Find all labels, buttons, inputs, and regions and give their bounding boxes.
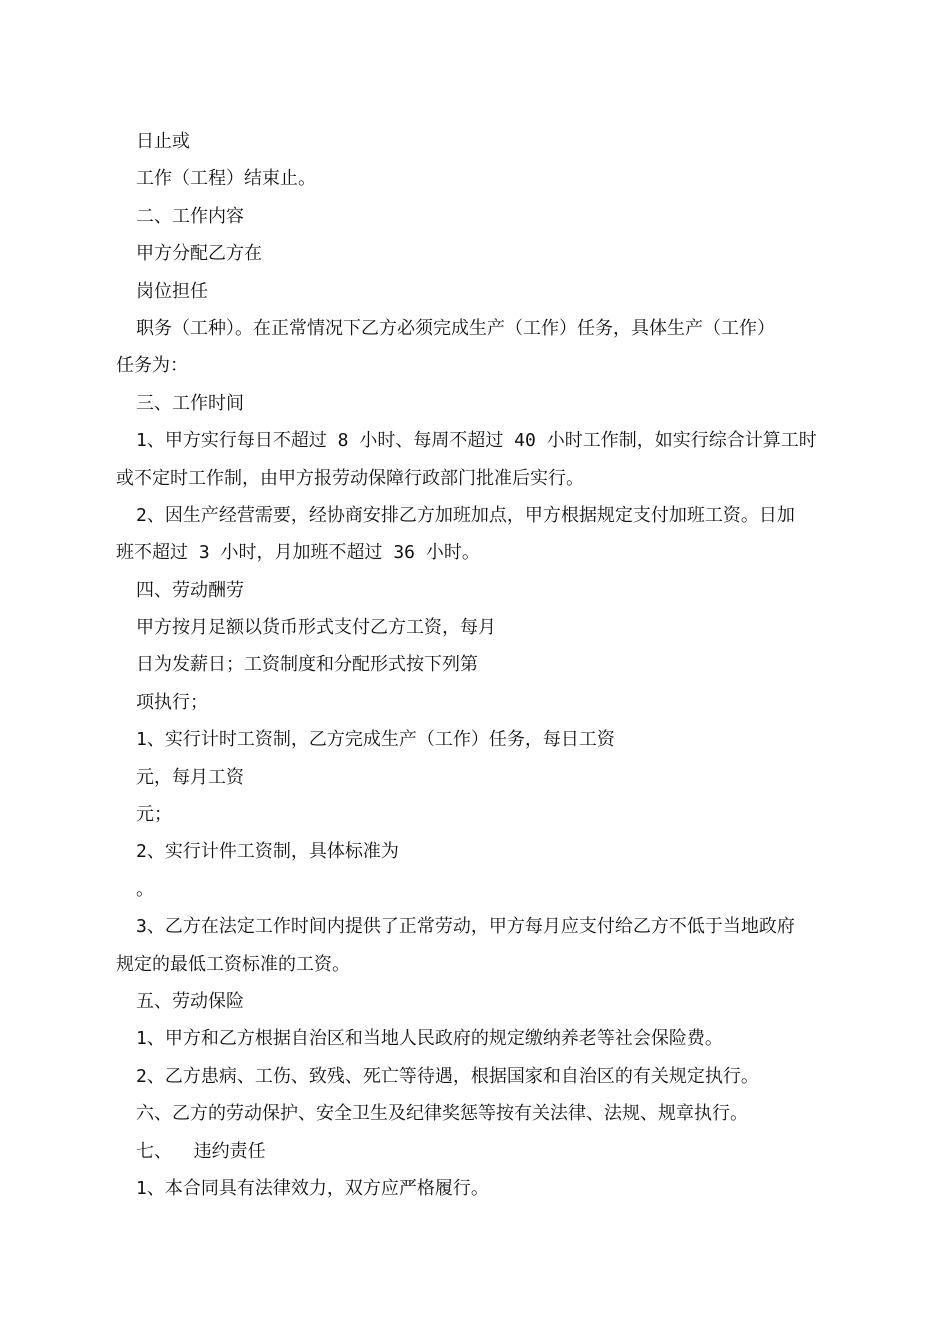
text-line: 3、乙方在法定工作时间内提供了正常劳动，甲方每月应支付给乙方不低于当地政府 xyxy=(136,916,795,938)
text-line: 元； xyxy=(136,804,172,826)
text-line: 1、甲方实行每日不超过 8 小时、每周不超过 40 小时工作制，如实行综合计算工时 xyxy=(136,430,817,452)
text-line: 元，每月工资 xyxy=(136,766,244,788)
section-heading: 三、工作时间 xyxy=(136,392,244,414)
text-line: 1、本合同具有法律效力，双方应严格履行。 xyxy=(136,1177,489,1199)
text-line: 岗位担任 xyxy=(136,280,208,302)
text-line: 甲方分配乙方在 xyxy=(136,243,262,265)
text-line: 工作（工程）结束止。 xyxy=(136,168,316,190)
text-line: 2、乙方患病、工伤、致残、死亡等待遇，根据国家和自治区的有关规定执行。 xyxy=(136,1065,759,1087)
text-line: 任务为： xyxy=(116,355,188,377)
text-line: 。 xyxy=(136,878,154,900)
section-heading: 七、 违约责任 xyxy=(136,1140,266,1162)
text-line: 甲方按月足额以货币形式支付乙方工资，每月 xyxy=(136,617,496,639)
text-line: 2、因生产经营需要，经协商安排乙方加班加点，甲方根据规定支付加班工资。日加 xyxy=(136,504,795,526)
text-line: 班不超过 3 小时，月加班不超过 36 小时。 xyxy=(116,542,480,564)
text-line: 1、甲方和乙方根据自治区和当地人民政府的规定缴纳养老等社会保险费。 xyxy=(136,1028,723,1050)
section-heading: 五、劳动保险 xyxy=(136,990,244,1012)
section-heading: 四、劳动酬劳 xyxy=(136,579,244,601)
text-line: 项执行； xyxy=(136,691,208,713)
text-line: 日止或 xyxy=(136,131,190,152)
text-line: 规定的最低工资标准的工资。 xyxy=(116,953,350,975)
text-line: 职务（工种）。在正常情况下乙方必须完成生产（工作）任务，具体生产（工作） xyxy=(136,317,775,339)
text-line: 1、实行计时工资制，乙方完成生产（工作）任务，每日工资 xyxy=(136,729,615,751)
section-heading: 二、工作内容 xyxy=(136,205,244,227)
document-body xyxy=(116,123,836,1207)
text-line: 或不定时工作制，由甲方报劳动保障行政部门批准后实行。 xyxy=(116,467,584,489)
text-line: 日为发薪日；工资制度和分配形式按下列第 xyxy=(136,654,478,676)
section-heading: 六、乙方的劳动保护、安全卫生及纪律奖惩等按有关法律、法规、规章执行。 xyxy=(136,1103,748,1125)
text-line: 2、实行计件工资制，具体标准为 xyxy=(136,841,399,863)
